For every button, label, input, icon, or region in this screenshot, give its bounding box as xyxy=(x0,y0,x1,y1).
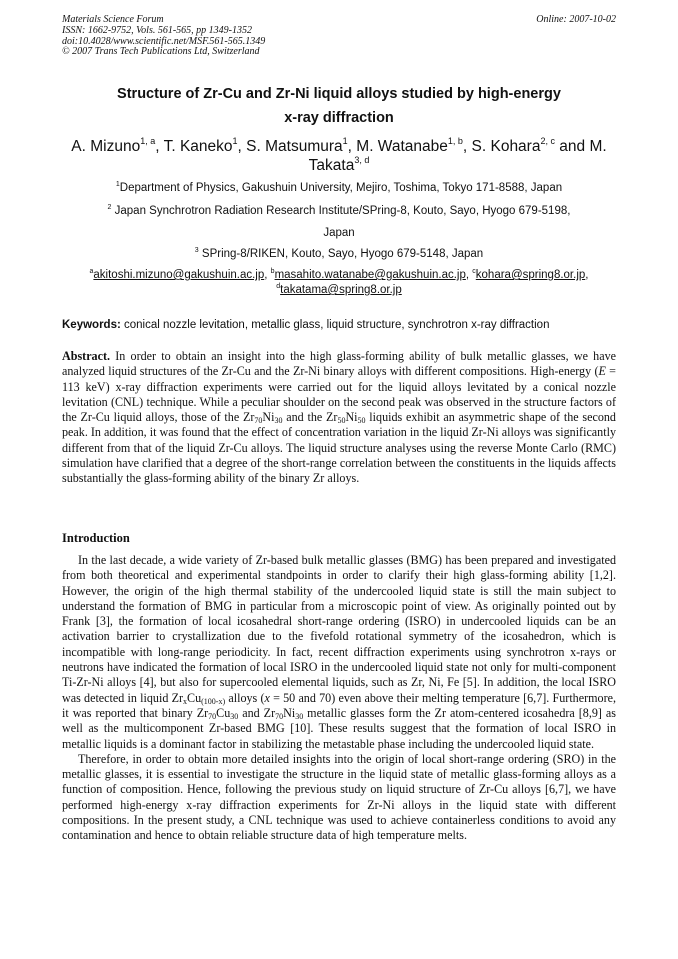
subscript: 70 xyxy=(208,711,217,721)
email-mark: d xyxy=(276,283,281,290)
keywords-text: conical nozzle levitation, metallic glass, liquid structure, synchrotron x-ray diffraction xyxy=(124,319,550,331)
subscript: 30 xyxy=(295,711,304,721)
paragraph: Therefore, in order to obtain more detailed insights into the origin of local short-range ordering (SRO) in the metallic glasses, it is essential to investigate the structure in the liquid state of metallic glass-forming alloys as a function of composition. Hence, following the previous study on liquid structure of Zr-Cu alloys [6,7], we have performed high-energy x-ray diffraction experiments for Zr-Ni alloys in the liquid state with different compositions. In the present study, a CNL technique was used to achieve containerless conditions to avoid any contamination and hence to obtain reliable structure data of high temperature melts. xyxy=(62,751,616,843)
abstract-subscript: 50 xyxy=(337,416,346,426)
subscript: 70 xyxy=(275,711,284,721)
email-link[interactable]: akitoshi.mizuno@gakushuin.ac.jp xyxy=(93,269,265,281)
abstract-symbol: E xyxy=(598,364,606,379)
author-name: S. Matsumura xyxy=(246,138,343,155)
paragraph-text: Ni xyxy=(283,705,296,720)
email-link[interactable]: takatama@spring8.or.jp xyxy=(280,284,402,296)
affiliation-mark: 3 xyxy=(194,247,199,254)
author-conjunction: and xyxy=(559,138,586,155)
affiliation-text: Department of Physics, Gakushuin University, Mejiro, Toshima, Tokyo 171-8588, Japan xyxy=(119,182,563,194)
math-symbol: x xyxy=(264,690,270,705)
abstract-text: In order to obtain an insight into the high glass-forming ability of bulk metallic glasses, we have analyzed liquid structures of the Zr-Cu and the Zr-Ni binary alloys with different compositions. High-energy ( xyxy=(62,349,616,379)
email-mark: a xyxy=(89,268,94,275)
journal-header xyxy=(62,15,265,58)
paragraph-text: Cu xyxy=(187,690,202,705)
email-mark: c xyxy=(472,268,476,275)
subscript: x xyxy=(183,696,188,706)
keywords xyxy=(62,318,616,333)
author-list: A. Mizuno$^{1, a}$, T. Kaneko$^1$, S. Matsumura$^1$, M. Watanabe$^{1, b}$, S. Kohara$^{2, c}$ and M. Takata$^{3, d}$ xyxy=(71,136,607,174)
introduction-body xyxy=(62,553,616,844)
affiliation-country: Japan xyxy=(323,227,355,239)
abstract-text: Ni xyxy=(262,410,275,425)
author-name: T. Kaneko xyxy=(163,138,233,155)
online-date: Online: 2007-10-02 xyxy=(536,14,616,25)
abstract-subscript: 70 xyxy=(254,416,263,426)
paragraph-text: metallic glasses form the Zr atom-centered icosahedra [8,9] as well as the multicomponent Zr-based BMG [10]. These results suggest that the formation of local ISRO in metallic liquids is a dominant factor in stabilizing the metastable phase including the undercooled liquid state. xyxy=(62,705,616,751)
affiliation-mark: 2 xyxy=(107,204,112,211)
abstract-text: liquids exhibit an asymmetric shape of the second peak. In addition, it was found that the effect of concentration variation in the liquid Zr-Ni alloys was significantly different from that of the liquid Zr-Cu alloys. The liquid structure analyses using the reverse Monte Carlo (RMC) simulation have clarified that a degree of the short-range correlation between the constituents in the liquids affects substantially the glass-forming ability of the binary Zr alloys. xyxy=(62,410,616,486)
paragraph-text: and Zr xyxy=(238,705,276,720)
subscript: 30 xyxy=(230,711,239,721)
author-affil-mark: 1 xyxy=(232,136,238,146)
title-line-2: x-ray diffraction xyxy=(284,110,394,126)
affiliation-2 xyxy=(62,203,616,241)
paragraph-text: alloys ( xyxy=(225,690,265,705)
author-affil-mark: 1, b xyxy=(447,136,463,146)
author-affil-mark: 1, a xyxy=(140,136,156,146)
abstract-text: and the Zr xyxy=(282,410,338,425)
abstract xyxy=(62,349,616,487)
email-list: $^a$akitoshi.mizuno@gakushuin.ac.jp, $^b$masahito.watanabe@gakushuin.ac.jp, $^c$kohara@spring8.or.jp, $^d$takatama@spring8.or.jp xyxy=(89,268,589,296)
author-affil-mark: 2, c xyxy=(540,136,555,146)
paragraph xyxy=(62,553,616,752)
affiliation-text: SPring-8/RIKEN, Kouto, Sayo, Hyogo 679-5148, Japan xyxy=(201,248,484,260)
paragraph-text: = 50 and 70) even above their melting temperature [6,7]. Furthermore, it was reported that binary Zr xyxy=(62,690,616,720)
abstract-subscript: 50 xyxy=(357,416,366,426)
journal-name: Materials Science Forum xyxy=(62,14,164,25)
abstract-text: = 113 keV) x-ray diffraction experiments were carried out for the liquid alloys levitated by a conical nozzle levitation (CNL) technique. While a peculiar shoulder on the second peak was observed in the structure factors of the Zr-Cu liquid alloys, those of the Zr xyxy=(62,364,616,425)
author-name: M. Watanabe xyxy=(356,138,448,155)
subscript: (100-x) xyxy=(201,696,226,706)
issn-line: ISSN: 1662-9752, Vols. 561-565, pp 1349-1352 xyxy=(62,24,252,36)
email-mark: b xyxy=(270,268,275,275)
abstract-text: Ni xyxy=(345,410,358,425)
email-link[interactable]: kohara@spring8.or.jp xyxy=(475,269,586,281)
abstract-subscript: 30 xyxy=(274,416,283,426)
affiliation-1 xyxy=(62,180,616,196)
paragraph-text: In the last decade, a wide variety of Zr-based bulk metallic glasses (BMG) has been prepared and investigated from both theoretical and experimental standpoints in order to clarify their high glass-forming ability [1,2]. However, the origin of the high thermal stability of the undercooled liquid state is still the main subject to understand the formation of BMG in particular from a microscopic point of view. As originally pointed out by Frank [3], the formation of local icosahedral short-range ordering (ISRO) in undercooled liquids can be an activation barrier to crystallization due to the fivefold rotational symmetry of the icosahedron, which is incompatible with long-range periodicity. In fact, recent diffraction experiments using synchrotron x-rays or neutrons have indicated the formation of local ISRO in the undercooled liquid state not only for multi-component Ti-Zr-Ni alloys [4], but also for supercooled elemental liquids, such as Zr, Ni, Fe [5]. In addition, the local ISRO was detected in liquid Zr xyxy=(62,553,616,705)
author-name: S. Kohara xyxy=(471,138,541,155)
affiliation-3 xyxy=(62,246,616,262)
keywords-label: Keywords: xyxy=(62,319,121,331)
author-name: A. Mizuno xyxy=(71,138,141,155)
doi-line: doi:10.4028/www.scientific.net/MSF.561-565.1349 xyxy=(62,35,266,47)
affiliation-text: Japan Synchrotron Radiation Research Institute/SPring-8, Kouto, Sayo, Hyogo 679-5198, xyxy=(114,205,571,217)
affiliation-mark: 1 xyxy=(115,181,120,188)
title-line-1: Structure of Zr-Cu and Zr-Ni liquid alloys studied by high-energy xyxy=(117,86,561,102)
abstract-label: Abstract. xyxy=(62,349,111,363)
author-affil-mark: 1 xyxy=(342,136,348,146)
paragraph-text: Cu xyxy=(216,705,231,720)
author-affil-mark: 3, d xyxy=(354,155,370,165)
author-name: M. Takata xyxy=(308,138,607,174)
email-link[interactable]: masahito.watanabe@gakushuin.ac.jp xyxy=(274,269,466,281)
section-heading: Introduction xyxy=(62,531,130,545)
copyright-line: © 2007 Trans Tech Publications Ltd, Switzerland xyxy=(62,46,260,58)
paper-title xyxy=(62,82,616,130)
